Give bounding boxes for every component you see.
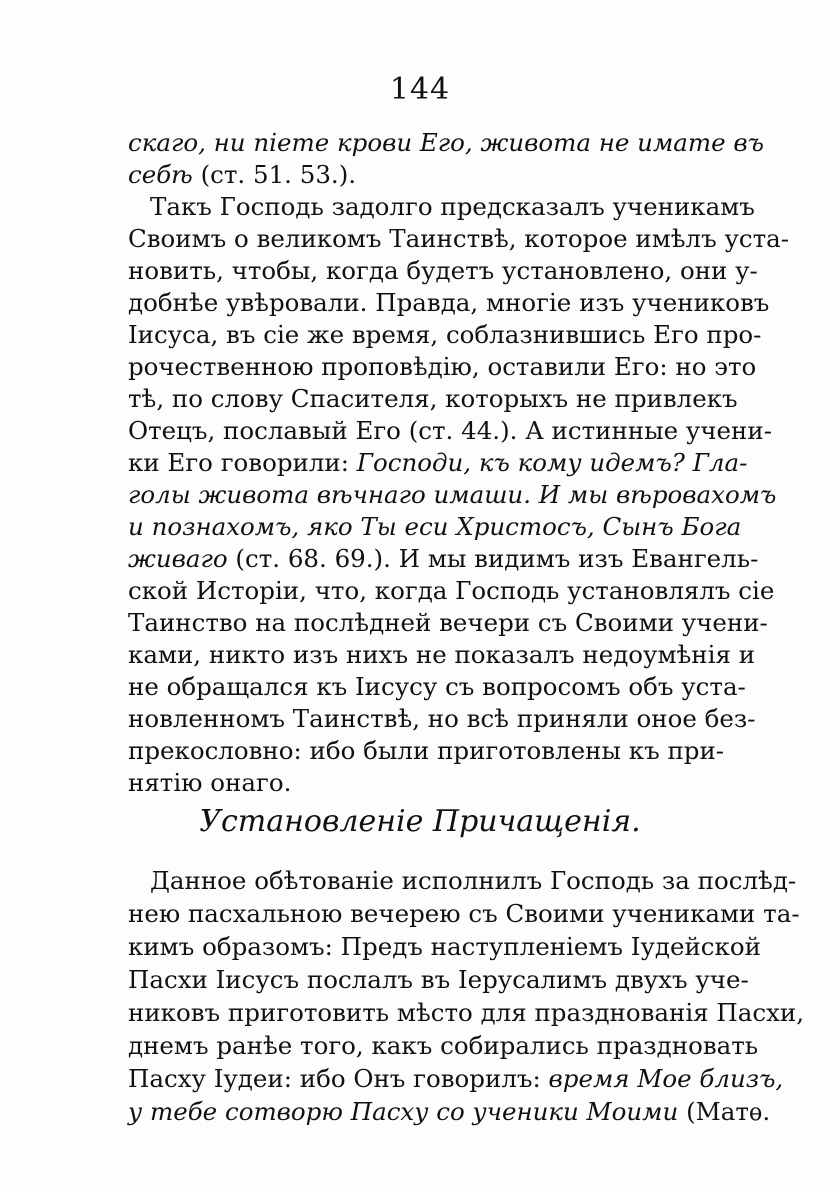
- text-line: новленномъ Таинствѣ, но всѣ приняли оное без-: [128, 704, 756, 733]
- text-segment: Пасху Іудеи: ибо Онъ говорилъ:: [128, 1064, 549, 1093]
- italic-quote: время Мое близъ,: [548, 1064, 784, 1093]
- text-line: не обращался къ Іисусу съ вопросомъ объ уста-: [128, 672, 746, 701]
- text-line: [128, 126, 764, 160]
- text-line: нею пасхальною вечерею съ Своими учениками та-: [128, 899, 800, 928]
- text-line: добнѣе увѣровали. Правда, многіе изъ учениковъ: [128, 288, 770, 317]
- italic-quote: голы живота вѣчнаго имаши. И мы вѣровахомъ: [128, 480, 777, 509]
- italic-quote: и познахомъ, яко Ты еси Христосъ, Сынъ Бога: [128, 512, 742, 541]
- text-line: [128, 542, 759, 576]
- text-line: [128, 1095, 771, 1129]
- text-line: днемъ ранѣе того, какъ собирались праздновать: [128, 1031, 759, 1060]
- text-line: Іисуса, въ сіе же время, соблазнившись Его про-: [128, 320, 762, 349]
- text-line: ской Исторіи, что, когда Господь установлялъ сіе: [128, 576, 775, 605]
- text-line: [128, 510, 742, 544]
- text-line: Своимъ о великомъ Таинствѣ, которое имѣлъ уста-: [128, 224, 790, 253]
- italic-quote: у тебе сотворю Пасху со ученики Моими: [128, 1097, 679, 1126]
- text-line: новить, чтобы, когда будетъ установлено, они у-: [128, 256, 758, 285]
- text-line: тѣ, по слову Спасителя, которыхъ не привлекъ: [128, 384, 738, 413]
- text-line: кимъ образомъ: Предъ наступленіемъ Іудейской: [128, 932, 761, 961]
- italic-quote: Господи, къ кому идемъ? Гла-: [356, 448, 748, 477]
- text-line: Таинство на послѣдней вечери съ Своими учени-: [128, 608, 768, 637]
- text-line: Отецъ, пославый Его (ст. 44.). А истинные учени-: [128, 416, 772, 445]
- italic-quote: себѣ: [128, 160, 193, 189]
- text-segment: (Матѳ.: [678, 1097, 771, 1126]
- page-number: 144: [389, 72, 451, 107]
- italic-quote: живаго: [128, 544, 228, 573]
- text-segment: (ст. 68. 69.). И мы видимъ изъ Евангель-: [227, 544, 759, 573]
- text-line: нятію онаго.: [128, 768, 292, 797]
- text-line: Пасхи Іисусъ послалъ въ Іерусалимъ двухъ уче-: [128, 965, 749, 994]
- text-line: Данное обѣтованіе исполнилъ Господь за послѣд-: [150, 866, 797, 895]
- text-line: прекословно: ибо были приготовлены къ при-: [128, 736, 725, 765]
- section-heading: Установленіе Причащенія.: [199, 804, 641, 839]
- text-line: [128, 478, 777, 512]
- text-segment: (ст. 51. 53.).: [192, 160, 357, 189]
- text-line: никовъ приготовить мѣсто для празднованія Пасхи,: [128, 998, 805, 1027]
- text-line: [128, 446, 748, 480]
- italic-quote: скаго, ни піете крови Его, живота не имате въ: [128, 128, 764, 157]
- text-line: Такъ Господь задолго предсказалъ ученикамъ: [150, 192, 755, 221]
- text-line: рочественною проповѣдію, оставили Его: но это: [128, 352, 757, 381]
- text-line: [128, 158, 684, 192]
- text-segment: ки Его говорили:: [128, 448, 357, 477]
- text-line: [128, 1062, 784, 1096]
- text-line: ками, никто изъ нихъ не показалъ недоумѣнія и: [128, 640, 756, 669]
